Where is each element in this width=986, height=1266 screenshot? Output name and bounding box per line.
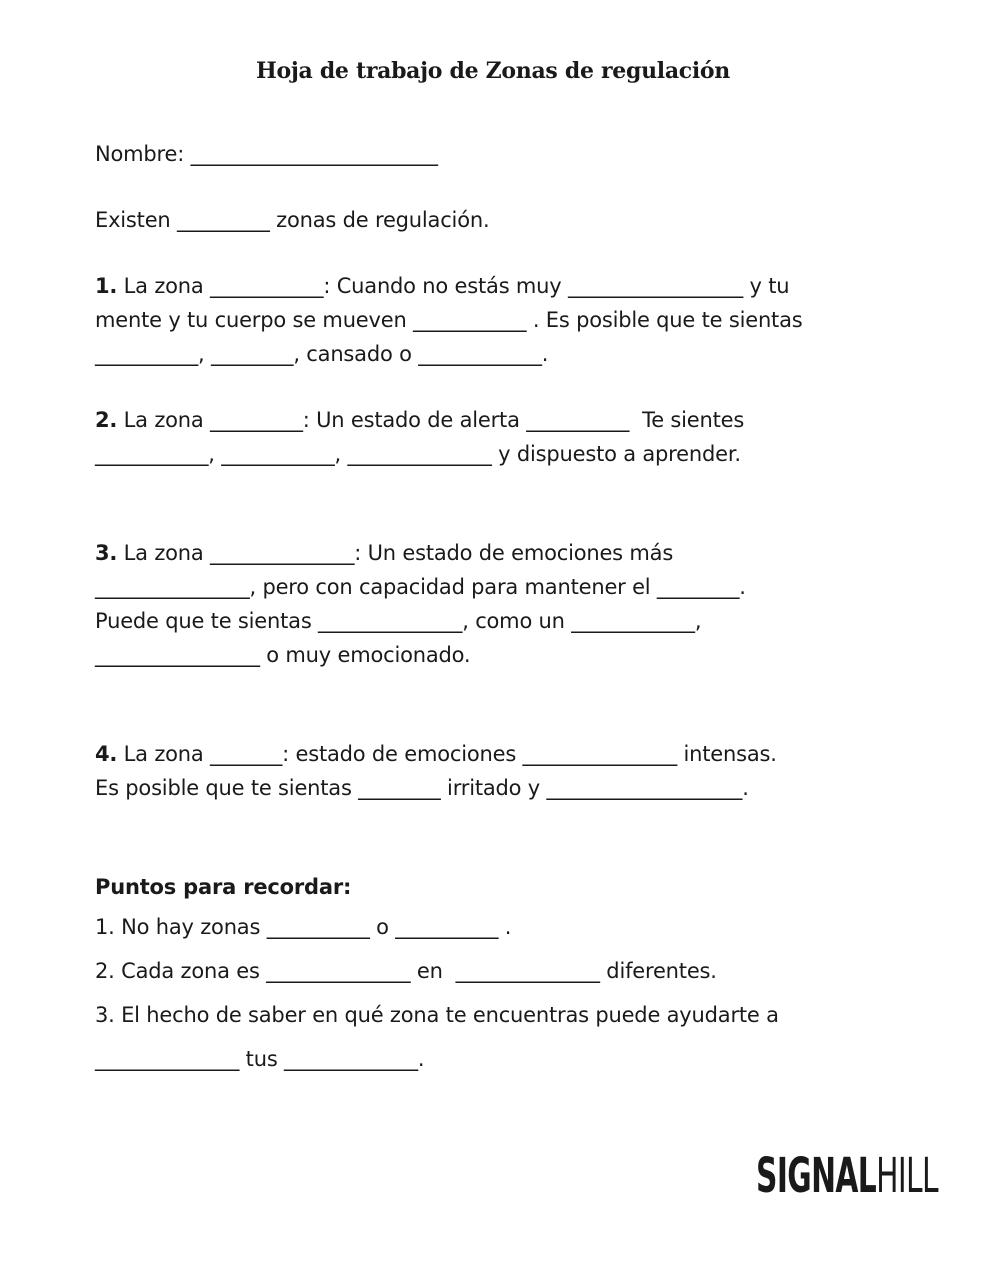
zone2-number: 2. [95, 408, 118, 432]
remember-item-2: 2. Cada zona es ______________ en ______________ diferentes. [95, 959, 717, 983]
zone1-text1: La zona ___________: Cuando no estás muy _________________ y tu [117, 274, 790, 298]
remember-item-1: 1. No hay zonas __________ o __________ . [95, 915, 512, 939]
zone4-text1: La zona _______: estado de emociones _______________ intensas. [117, 742, 777, 766]
zone3-line1 [95, 540, 895, 566]
zone4-line1 [95, 741, 895, 767]
zone3-line4: ________________ o muy emocionado. [95, 643, 471, 667]
logo-hill: HILL [876, 1148, 938, 1204]
zone2-line2: ___________, ___________, ______________ y dispuesto a aprender. [95, 442, 741, 466]
zone1-number: 1. [95, 274, 118, 298]
zone3-line2: _______________, pero con capacidad para mantener el ________. [95, 575, 746, 599]
zone2-text1: La zona _________: Un estado de alerta __________ Te sientes [117, 408, 745, 432]
remember-heading: Puntos para recordar: [95, 875, 352, 899]
zone1-line2: mente y tu cuerpo se mueven ___________ . Es posible que te sientas [95, 308, 803, 332]
remember-item-3-cont: ______________ tus _____________. [95, 1047, 425, 1071]
zone2-line1 [95, 407, 895, 433]
zone4-number: 4. [95, 742, 118, 766]
zone1-line3: __________, ________, cansado o ____________. [95, 342, 549, 366]
page-title: Hoja de trabajo de Zonas de regulación [255, 58, 731, 84]
zone3-line3: Puede que te sientas ______________, como un ____________, [95, 609, 702, 633]
logo-signal: SIGNAL [756, 1148, 877, 1204]
remember-item-3: 3. El hecho de saber en qué zona te encuentras puede ayudarte a [95, 1003, 779, 1027]
signalhill-logo [756, 1148, 938, 1204]
zone3-number: 3. [95, 541, 118, 565]
zone1-line1 [95, 273, 895, 299]
zone3-text1: La zona ______________: Un estado de emociones más [117, 541, 674, 565]
zone4-line2: Es posible que te sientas ________ irritado y ___________________. [95, 776, 749, 800]
zones-count-line: Existen _________ zonas de regulación. [95, 208, 490, 232]
name-line: Nombre: ________________________ [95, 142, 438, 166]
